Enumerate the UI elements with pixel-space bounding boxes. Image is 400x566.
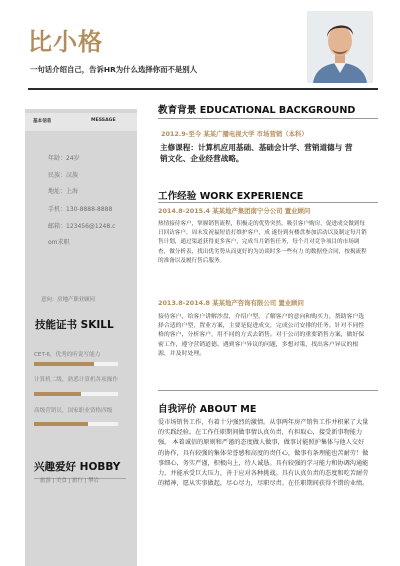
skill-item: 高级营销员，国家职业资格四级 — [34, 408, 113, 414]
skill-bar — [34, 392, 118, 396]
hobby-title: 兴趣爱好 HOBBY — [34, 461, 121, 473]
job-intent: 意向：房地产职业顾问 — [41, 297, 95, 303]
education-title: 教育背景 EDUCATIONAL BACKGROUND — [158, 105, 356, 116]
education-dates: 2012.9-至今 某某广播电视大学 市场营销（本科） — [161, 130, 308, 138]
message-label: MESSAGE — [91, 118, 116, 123]
skills-title: 技能证书 SKILL — [35, 319, 114, 331]
skill-bar-fill — [34, 392, 81, 396]
skill-item: CET-6，优秀的听说写能力 — [34, 352, 101, 358]
job-description: 热情接待客户，掌握销售流程，积极走的优势突然，吸引客户购房，促进成交做到每日回访客户，周末发祝福短语打维护客户，成 遂份到有楼盘参加活动以及制定每月销售计划，通过渠道获得更多客户，完成当月销售任务，每个月对竞争项目的市场调查，做分析表，找出优劣势从而更好的为访谈时多一些有力 的数据登合同，按揭流程的准备以及履行售后服务。 — [158, 221, 367, 264]
person-portrait-icon — [307, 11, 373, 83]
resume-name: 比小格 — [28, 28, 103, 56]
info-phone: 手机：130-8888-8888 — [48, 206, 113, 213]
info-email: 邮箱：123456@1248.c — [48, 223, 116, 230]
experience-divider — [158, 202, 378, 203]
skill-bar-fill — [34, 422, 88, 426]
job-header: 2013.8-2014.8 某某地产咨询有限公司 置业顾问 — [158, 299, 304, 307]
hobby-list: 旅游 | 美食 | 旅行 | 攀岩 — [40, 478, 99, 484]
job-description: 接待客户，给客户讲解沙盘，介绍户型，了解客户的意向和购买力，帮助客户选择合适的户型，置业方案，主要是促进成交，完成公司安排的任务。针对不同性格的客户，分析客户，用不同的方式去销售。对于公司的重要销售方案，做好保密工作，遵守营销道德。遇到客户异议的问题，多想对策，找出客户异议的根源，并及时处理。 — [158, 314, 365, 357]
skill-bar — [34, 362, 118, 366]
basic-info-label: 基本信息 — [33, 119, 52, 124]
profile-photo — [307, 11, 373, 83]
info-ethnicity: 民族：汉族 — [48, 172, 79, 179]
sidebar — [25, 109, 137, 566]
education-courses: 主修课程：计算机应用基础、基础会计学、营销道德与 营销文化、企业经营战略。 — [160, 143, 353, 164]
info-email-cont: om求职 — [48, 239, 70, 246]
about-text: 爱市场销售工作，有着十分强烈的激情。从事两年房产销售工作并积累了大量的实践经验。在工作任职期间做事情认真负责，有担取心，接受新事物能力强。 本着诚信的原则和严谨的态度做人做事，做事讨能照护集体与他人交好的协作，具有较强的集体荣誉感和高度的责任心，做事有条理能也苦耐劳！做事细心，务实严谨，积极向上，待人诚恳。具有较强的学习能力和协调沟通能力，并能承受巨大压力，善于应对各种挑战。具有认真负责的态度和吃苦耐劳的精神，愿从实事做起，尽心尽力，尽职尽责。在任职期间获得不错的业绩。 — [158, 419, 369, 488]
job-header: 2014.8-2015.4 某某地产集团南宁分公司 置业顾问 — [158, 207, 311, 215]
about-top-divider — [158, 390, 378, 391]
about-title: 自我评价 ABOUT ME — [158, 404, 257, 415]
info-address: 地址：上海 — [48, 188, 79, 195]
info-age: 年龄：24岁 — [48, 155, 80, 162]
header-divider — [28, 88, 378, 90]
skill-bar-fill — [34, 362, 94, 366]
experience-title: 工作经验 WORK EXPERIENCE — [158, 191, 304, 202]
education-divider — [158, 118, 378, 119]
tagline: 一句话介绍自己，告诉HR为什么选择你而不是别人 — [30, 65, 198, 74]
skill-bar — [34, 422, 118, 426]
basic-info-header — [25, 113, 137, 131]
skill-item: 计算机二级，熟悉计算机各项操作 — [34, 377, 118, 383]
